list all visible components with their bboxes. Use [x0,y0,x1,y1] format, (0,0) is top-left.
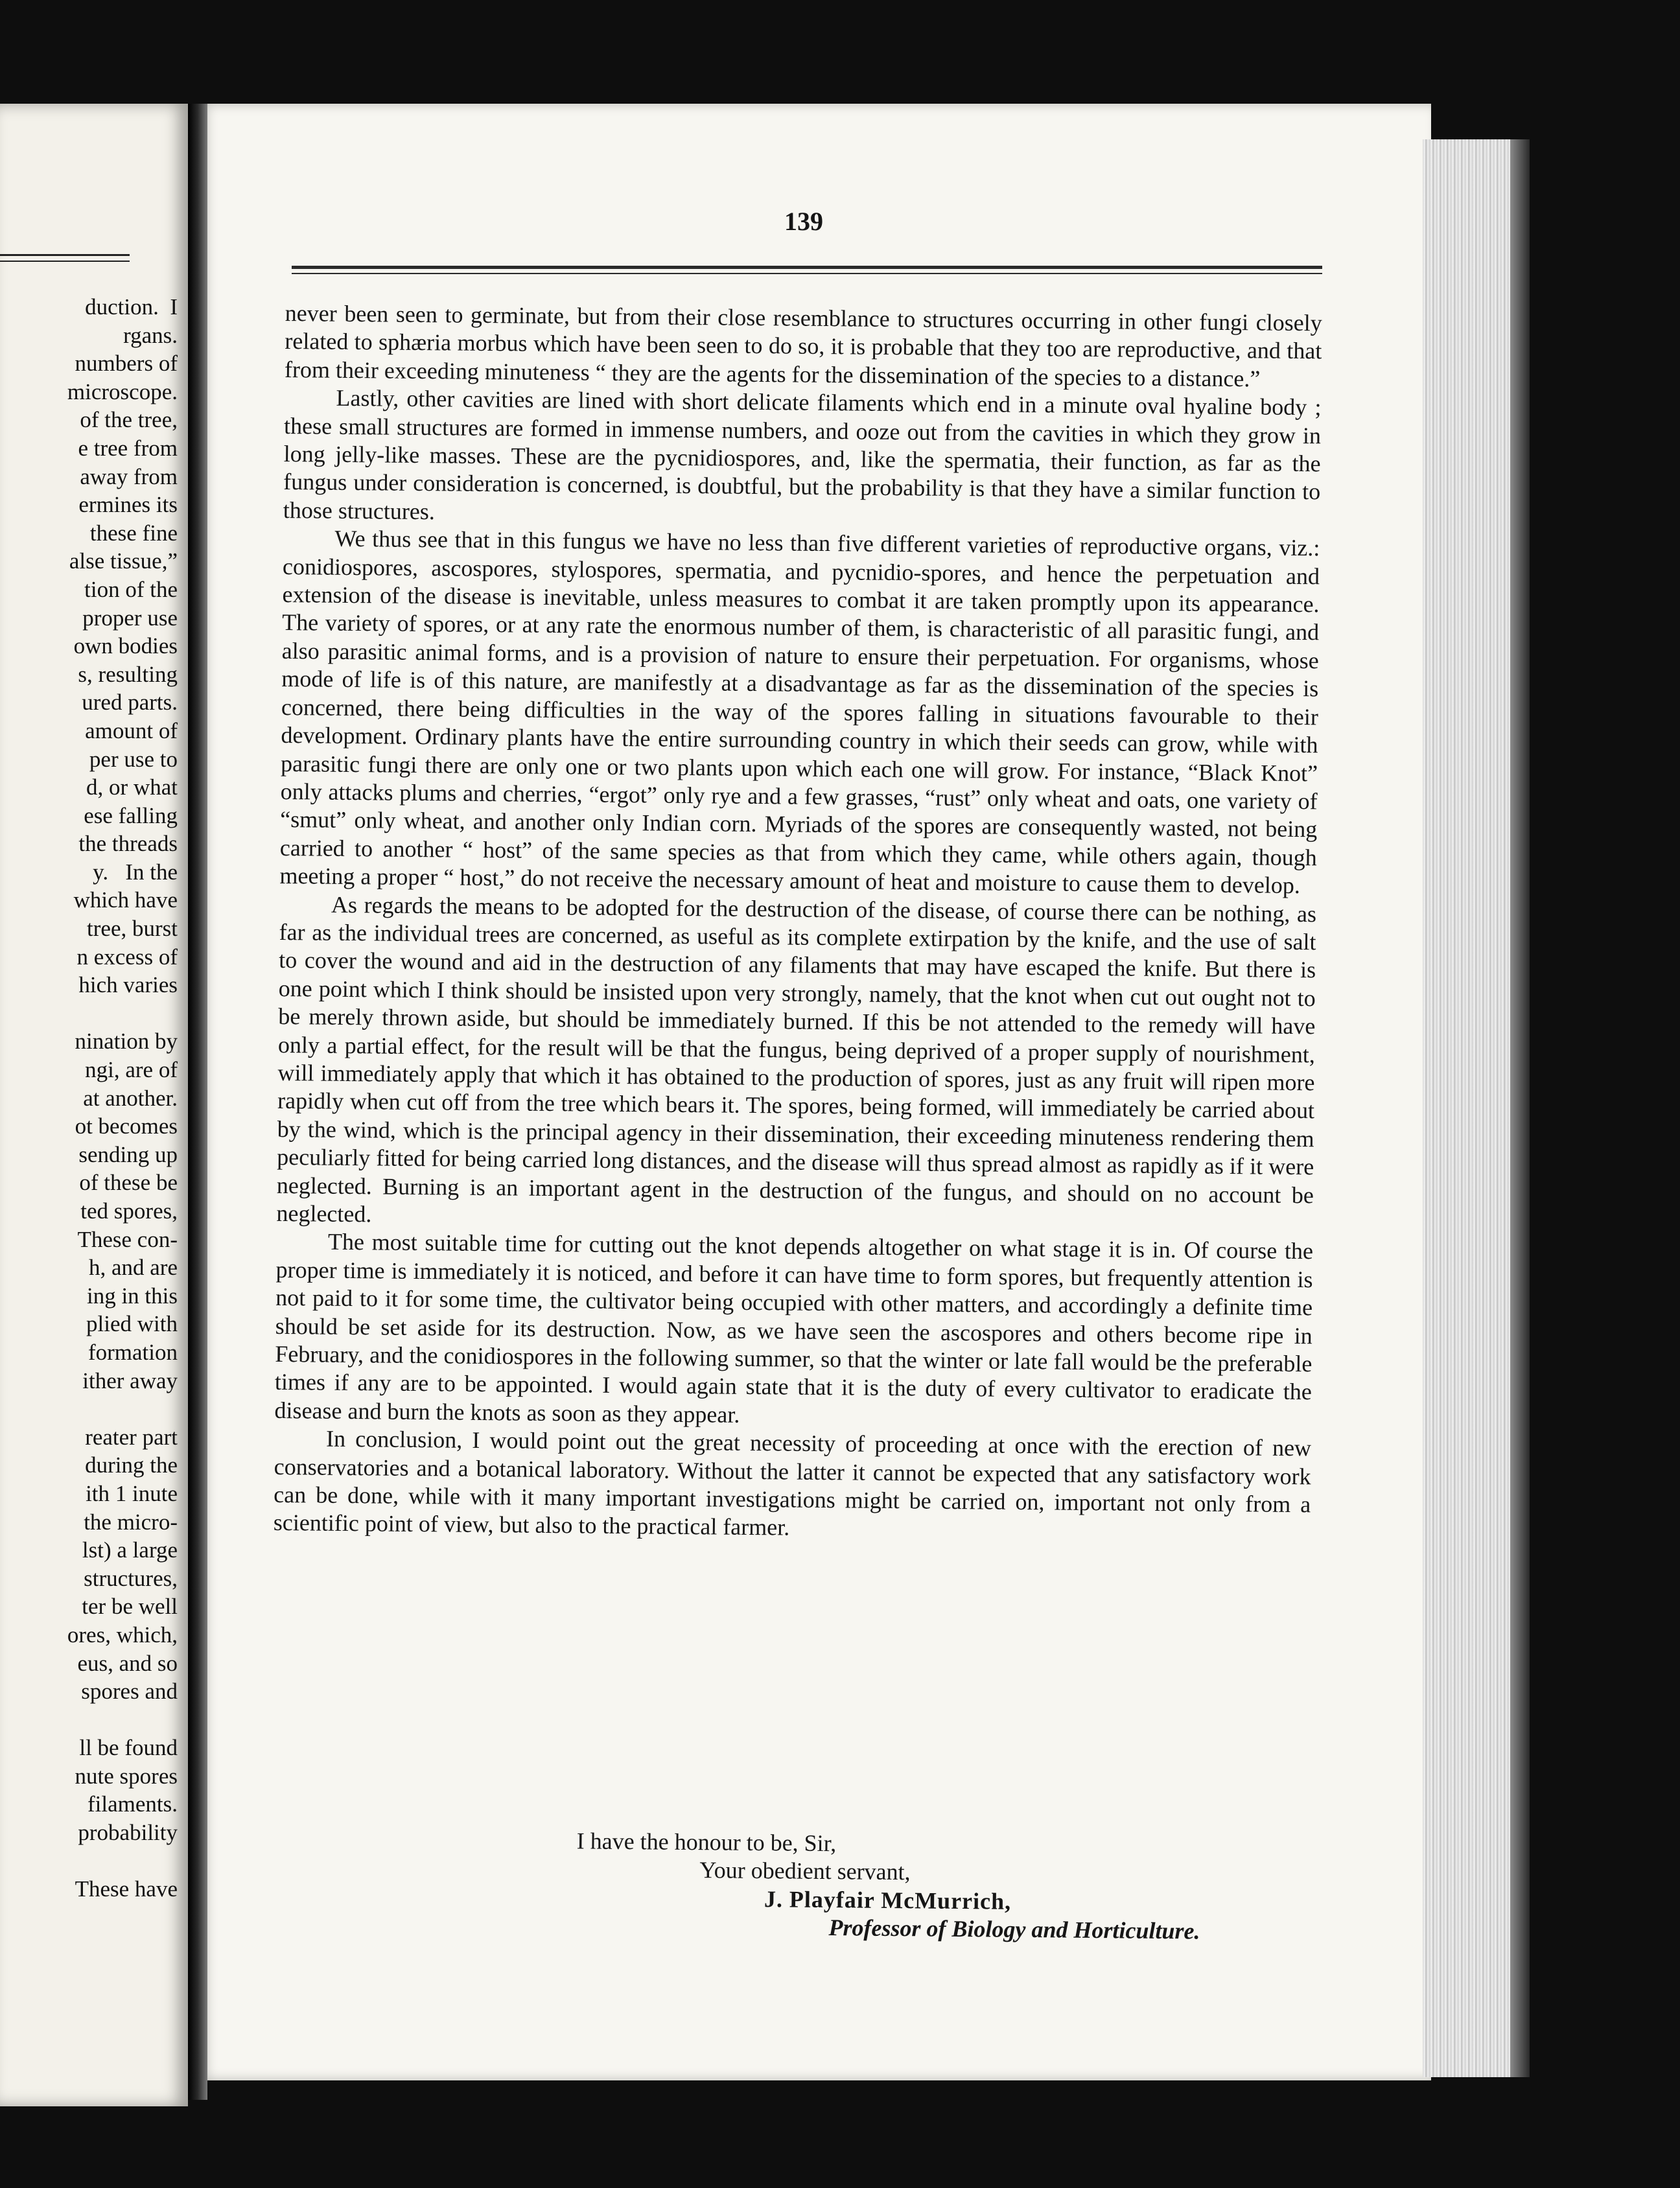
paragraph: In conclusion, I would point out the great necessity of proceeding at once with the erection of new conservatories and a botanical laboratory. Without the latter it cannot be expected that any satisfactory work can be done, while with it many important investigations might be carried on, important not only from a scientific point of view, but also to the practical farmer. [273,1425,1312,1541]
facing-page-line [0,1395,178,1423]
facing-page-rule [0,254,130,256]
paragraph: The most suitable time for cutting out the knot depends altogether on what stage it is in. Of course the proper time is immediately it is noticed, and before it can have time to form spores, but frequently attention is not paid to it for some time, the cultivator being occupied with other matters, and accordingly a definite time should be set aside for its destruction. Now, as we have seen the ascospores and others become ripe in February, and the conidiospores in the following summer, so that the winter or late fall would be the preferable times if any are to be appointed. I would again state that it is the duty of every cultivator to eradicate the disease and burn the knots as soon as they appear. [274,1229,1314,1428]
facing-page-line: ores, which, [67,1622,178,1647]
facing-page [0,104,188,2106]
facing-page-line: tion of the [84,576,178,602]
facing-page-rule [0,261,130,262]
page-edges-shadow [1510,139,1530,2077]
page-body [274,299,1322,1547]
paragraph: never been seen to germinate, but from their close resemblance to structures occurring in other fungi closely related to sphæria morbus which have been seen to do so, it is probable that they too are reproductive, and that from their exceeding minuteness “ they are the agents for the dissemination of the species to a distance.” [284,299,1322,392]
facing-page-line: duction. I [85,294,178,320]
facing-page-line: ured parts. [82,690,178,716]
page-number: 139 [784,207,823,236]
facing-page-line: ith 1 inute [86,1480,178,1506]
facing-page-line: spores and [81,1679,178,1705]
paragraph: We thus see that in this fungus we have no less than five different varieties of reproductive organs, viz.: conidiospores, ascospores, stylospores, spermatia, and pycnidio-spores, and hence the perpetuation and extension of the disease is inevitable, unless measures to combat it are taken promptly upon its appearance. The variety of spores, or at any rate the enormous number of them, is characteristic of all parasitic fungi, and also parasitic animal forms, and is a provision of nature to ensure their perpetuation. For organisms, whose mode of life is of this nature, are manifestly at a disadvantage as far as the dissemination of the species is concerned, there being difficulties in the way of the spores falling in situations favourable to their development. Ordinary plants have the entire surrounding country in which their seeds can grow, while with parasitic fungi there are only one or two plants upon which each one will grow. For instance, “Black Knot” only attacks plums and cherries, “ergot” only rye and a few grasses, “rust” only wheat and oats, one variety of “smut” only wheat, and another only Indian corn. Myriads of the spores are consequently wasted, not being carried to another “ host” of the same species as that from which they came, while others again, though meeting a proper “ host,” do not receive the necessary amount of heat and moisture to cause them to develop. [279,526,1320,899]
book-gutter [188,104,207,2100]
facing-page-line: nination by [75,1029,178,1054]
facing-page-line [0,999,178,1028]
salutation: I have the honour to be, Sir, [576,1828,837,1857]
signature-title: Professor of Biology and Horticulture. [828,1914,1200,1944]
facing-page-line: amount of [85,717,178,743]
facing-page-line: alse tissue,” [69,548,178,574]
facing-page-line: e tree from [78,435,178,461]
facing-page-line: These con- [77,1226,178,1252]
facing-page-line: these fine [89,520,178,546]
facing-page-line: h, and are [88,1255,178,1281]
facing-page-line: ither away [82,1368,178,1393]
valediction: Your obedient servant, [699,1857,911,1885]
facing-page-line: ese falling [84,802,178,828]
facing-page-line: ted spores, [80,1198,178,1224]
facing-page-line: per use to [89,746,178,772]
facing-page-line: the micro- [84,1509,178,1535]
facing-page-line: at another. [83,1085,178,1111]
facing-page-line: tree, burst [87,916,178,942]
facing-page-line: formation [88,1339,178,1365]
facing-page-line: numbers of [75,351,178,377]
facing-page-line: filaments. [88,1791,178,1817]
facing-page-line: own bodies [73,633,178,659]
page-edges [1423,139,1520,2077]
facing-page-line: ermines its [78,492,178,518]
facing-page-line: proper use [82,605,178,631]
facing-page-line: lst) a large [82,1537,178,1563]
header-rule-thin [292,273,1322,274]
facing-page-line: eus, and so [77,1650,178,1676]
facing-page-line: ing in this [86,1283,178,1309]
facing-page-line: of the tree, [80,407,178,433]
facing-page-line [0,1706,178,1734]
facing-page-line: hich varies [78,972,178,998]
facing-page-line: ll be found [79,1735,178,1761]
facing-page-text [0,293,178,1903]
facing-page-line: structures, [84,1565,178,1591]
facing-page-line: n excess of [76,944,178,970]
header-rule [292,266,1322,269]
facing-page-line: sending up [78,1141,178,1167]
facing-page-line: which have [73,887,178,913]
facing-page-line: These have [75,1876,178,1902]
facing-page-line: plied with [86,1311,178,1337]
facing-page-line: of these be [79,1170,178,1196]
facing-page-line: microscope. [67,378,178,404]
facing-page-line: s, resulting [78,661,178,687]
signature: J. Playfair McMurrich, [764,1885,1012,1914]
facing-page-line [0,1847,178,1876]
facing-page-line: y. In the [93,859,178,885]
facing-page-line: d, or what [86,774,178,800]
facing-page-line: rgans. [123,322,178,348]
facing-page-line: probability [78,1820,178,1846]
facing-page-line: ngi, are of [85,1057,178,1083]
paragraph: As regards the means to be adopted for the destruction of the disease, of course there can be nothing, as far as the individual trees are concerned, as useful as its complete extirpation by the knife, and the use of salt to cover the wound and aid in the destruction of any filaments that may have escaped the knife. But there is one point which I think should be insisted upon very strongly, namely, that the knot when cut out ought not to be merely thrown aside, but should be immediately burned. If this be not attended to the remedy will have only a partial effect, for the result will be that the fungus, being deprived of a proper supply of nourishment, will immediately apply that which it has obtained to the production of spores, just as any fruit will ripen more rapidly when cut off from the tree which bears it. The spores, being formed, will immediately be carried about by the wind, which is the principal agency in their dissemination, their exceeding minuteness rendering them peculiarly fitted for being carried long distances, and the disease will thus spread almost as rapidly as if it were neglected. Burning is an important agent in the destruction of the fungus, and should on no account be neglected. [276,891,1317,1228]
facing-page-line: ter be well [82,1594,178,1620]
paragraph: Lastly, other cavities are lined with short delicate filaments which end in a minute oval hyaline body ; these small structures are formed in immense numbers, and ooze out from the cavities in which they grow in long jelly-like masses. These are the pycnidiospores, and, like the spermatia, their function, as far as the fungus under consideration is concerned, is doubtful, but the probability is that they have a similar function to those structures. [283,384,1322,525]
letter-closing [284,1824,1322,1947]
facing-page-line: ot becomes [75,1113,178,1139]
facing-page-line: nute spores [75,1763,178,1789]
facing-page-line: the threads [78,831,178,857]
facing-page-line: during the [85,1452,178,1478]
facing-page-line: reater part [85,1424,178,1450]
facing-page-line: away from [80,463,178,489]
